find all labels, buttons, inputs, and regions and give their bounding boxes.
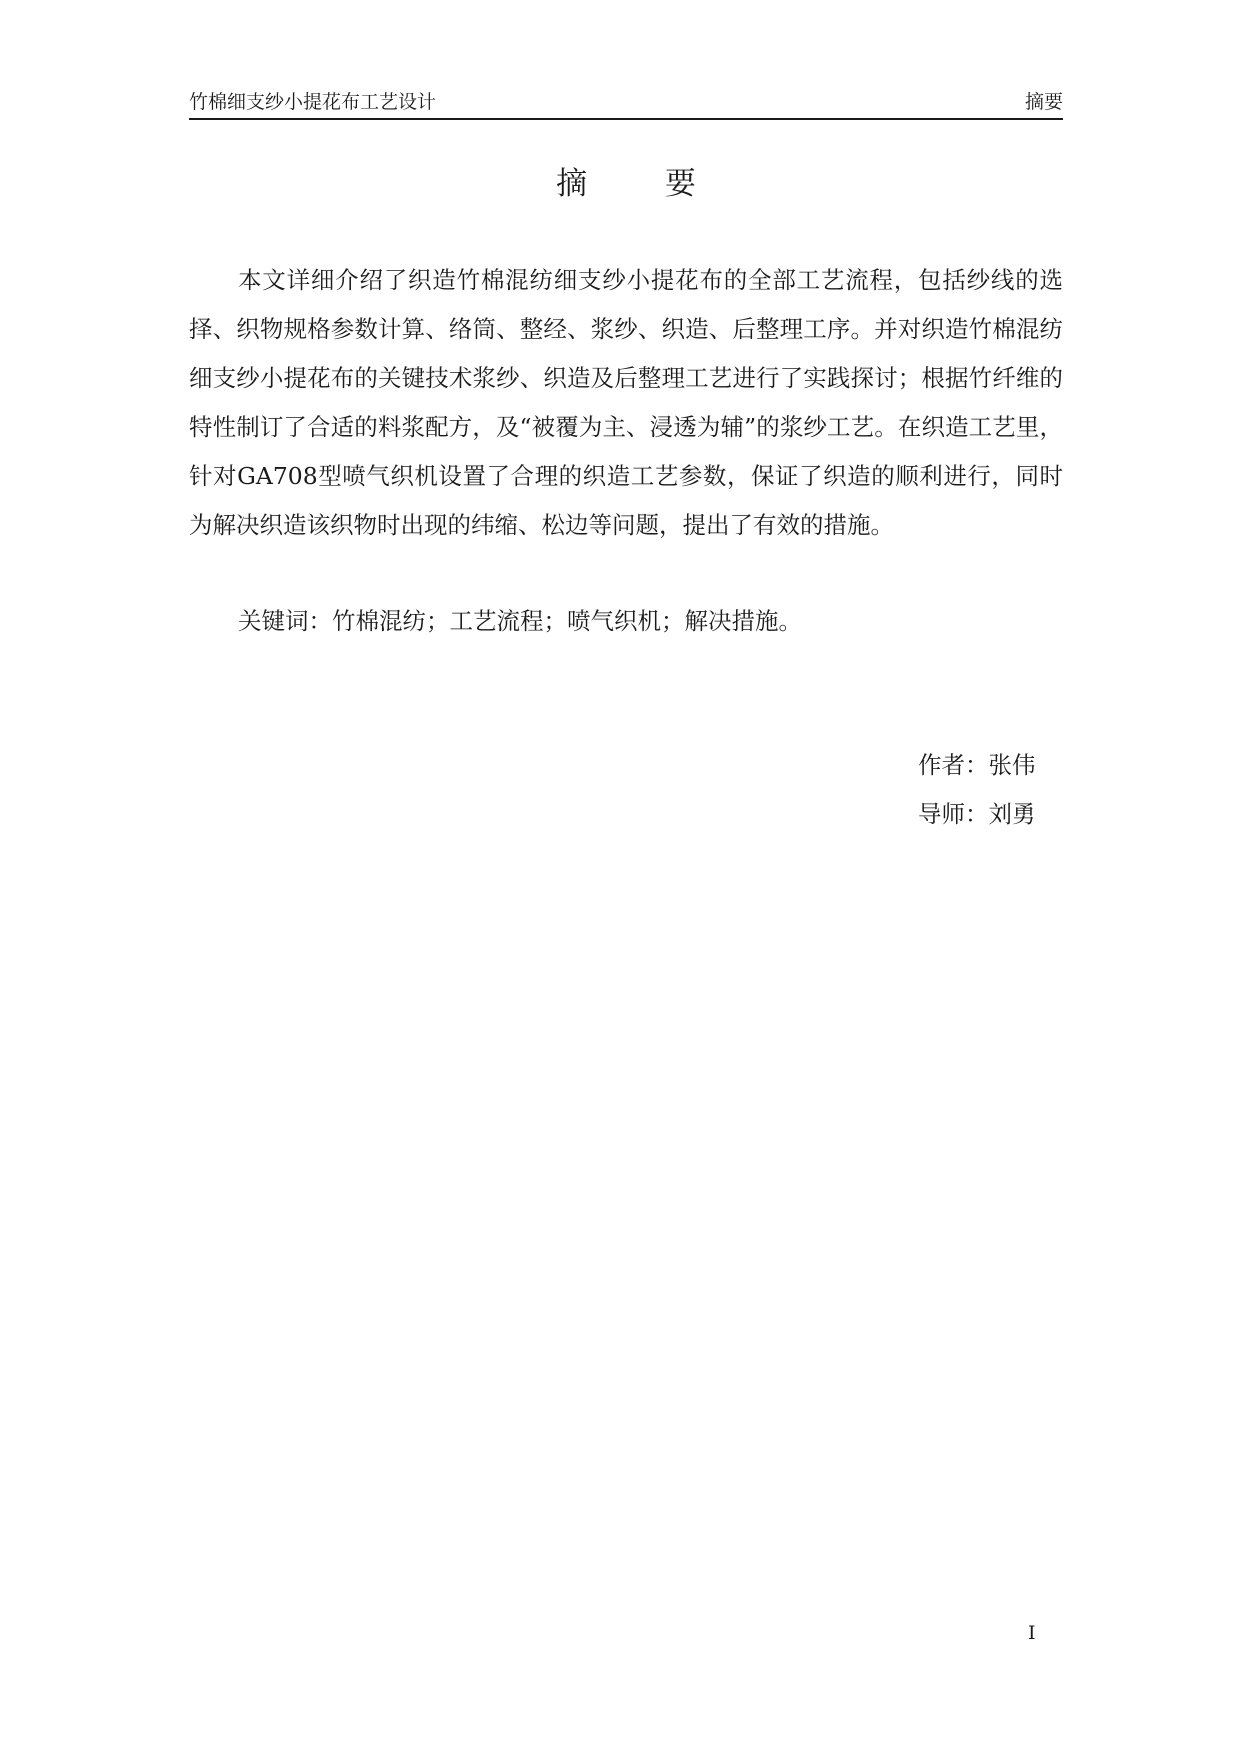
- author-name: 作者：张伟: [918, 751, 1036, 779]
- advisor-name: 导师：刘勇: [918, 800, 1036, 828]
- page-number: I: [1028, 1622, 1036, 1644]
- abstract-paragraph: 本文详细介绍了织造竹棉混纺细支纱小提花布的全部工艺流程，包括纱线的选择、织物规格参数计算、络筒、整经、浆纱、织造、后整理工序。并对织造竹棉混纺细支纱小提花布的关键技术浆纱、织造及后整理工艺进行了实践探讨；根据竹纤维的特性制订了合适的料浆配方，及“被覆为主、浸透为辅”的浆纱工艺。在织造工艺里，针对GA708型喷气织机设置了合理的织造工艺参数，保证了织造的顺利进行，同时为解决织造该织物时出现的纬缩、松边等问题，提出了有效的措施。: [189, 266, 1063, 539]
- header-section-title: 摘要: [1024, 91, 1063, 113]
- keywords-paragraph: 关键词：竹棉混纺；工艺流程；喷气织机；解决措施。: [238, 607, 802, 635]
- page-header: [189, 88, 1063, 120]
- page-title: 摘 要: [556, 166, 730, 202]
- author-block: [918, 741, 1036, 839]
- header-document-title: 竹棉细支纱小提花布工艺设计: [189, 91, 437, 113]
